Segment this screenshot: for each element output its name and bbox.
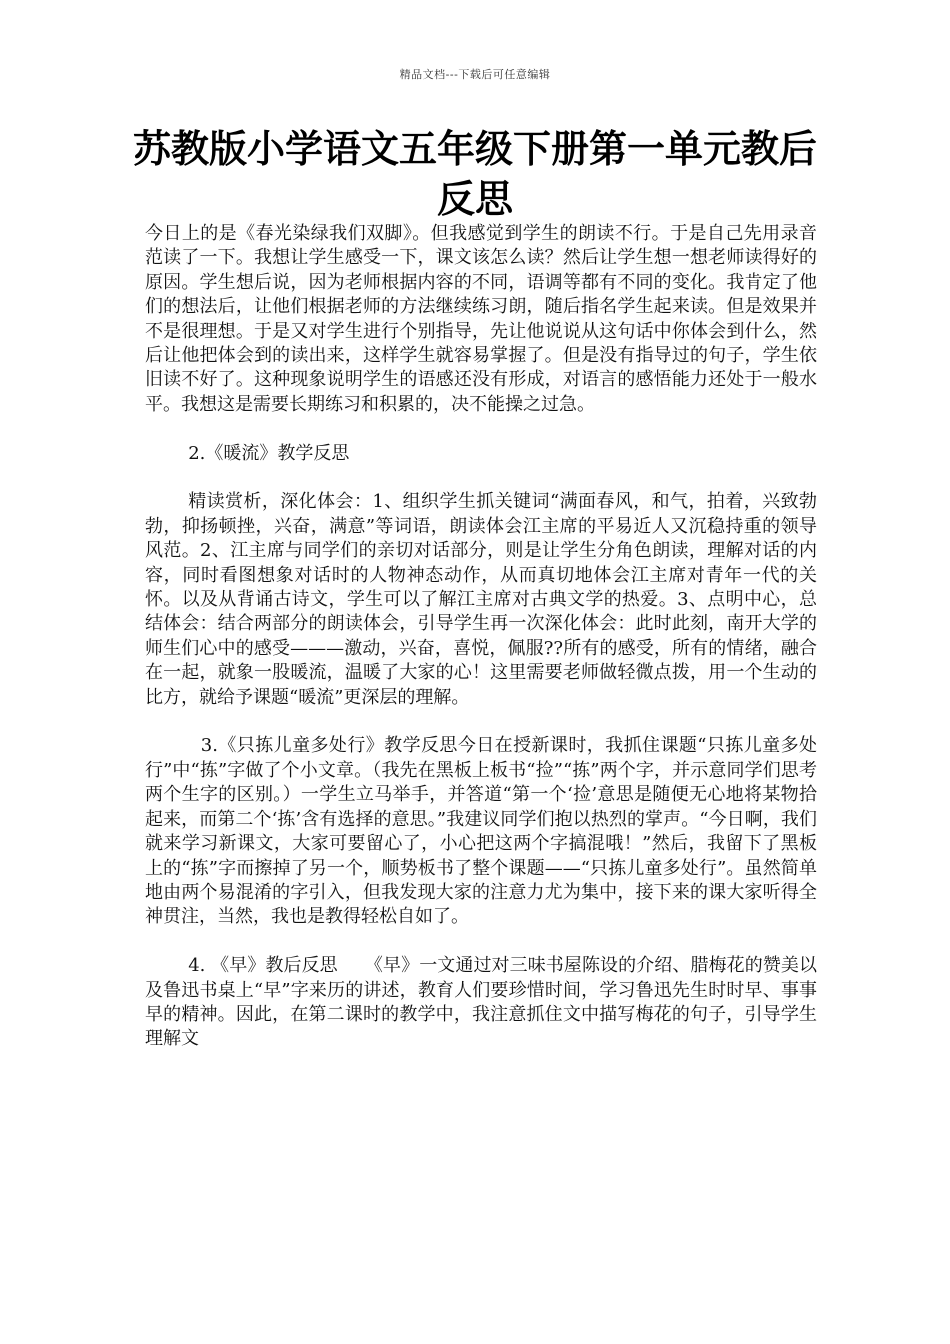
paragraph-nuanliu: 精读赏析，深化体会：1、组织学生抓关键词“满面春风，和气，拍着，兴致勃勃，抑扬顿挫，兴奋，满意”等词语，朗读体会江主席的平易近人又沉稳持重的领导风范。2、江主席与同学们的亲切对话部分，则是让学生分角色朗读，理解对话的内容，同时看图想象对话时的人物神态动作，从而真切地体会江主席对青年一代的关怀。以及从背诵古诗文，学生可以了解江主席对古典文学的热爱。3、点明中心，总结体会：结合两部分的朗读体会，引导学生再一次深化体会：此时此刻，南开大学的师生们心中的感受———激动，兴奋，喜悦，佩服??所有的感受，所有的情绪，融合在一起，就象一股暖流，温暖了大家的心！这里需要老师做轻微点拨，用一个生动的比方，就给予课题“暖流”更深层的理解。 [145,491,817,708]
paragraph-zao: 4. 《早》教后反思 《早》一文通过对三味书屋陈设的介绍、腊梅花的赞美以及鲁迅书桌上“早”字来历的讲述，教育人们要珍惜时间，学习鲁迅先生时时早、事事早的精神。因此，在第二课时的教学中，我注意抓住文中描写梅花的句子，引导学生理解文 [145,955,817,1050]
paragraph-intro: 今日上的是《春光染绿我们双脚》。但我感觉到学生的朗读不行。于是自己先用录音范读了一下。我想让学生感受一下，课文该怎么读？然后让学生想一想老师读得好的原因。学生想后说，因为老师根据内容的不同，语调等都有不同的变化。我肯定了他们的想法后，让他们根据老师的方法继续练习朗，随后指名学生起来读。但是效果并不是很理想。于是又对学生进行个别指导，先让他说说从这句话中你体会到什么，然后让他把体会到的读出来，这样学生就容易掌握了。但是没有指导过的句子，学生依旧读不好了。这种现象说明学生的语感还没有形成，对语言的感悟能力还处于一般水平。我想这是需要长期练习和积累的，决不能操之过急。 [145,223,817,415]
section-heading-nuanliu: 2.《暖流》教学反思 [188,442,350,464]
header-note: 精品文档---下载后可任意编辑 [399,68,551,81]
paragraph-zhijian: 3.《只拣儿童多处行》教学反思今日在授新课时，我抓住课题“只拣儿童多处行”中“拣”字做了个小文章。（我先在黑板上板书“捡”“拣”两个字，并示意同学们思考两个生字的区别。）一学生立马举手，并答道“第一个‘捡’意思是随便无心地将某物拾起来，而第二个‘拣’含有选择的意思。”我建议同学们抱以热烈的掌声。“今日啊，我们就来学习新课文，大家可要留心了，小心把这两个字搞混哦！”然后，我留下了黑板上的“拣”字而擦掉了另一个，顺势板书了整个课题——“只拣儿童多处行”。虽然简单地由两个易混淆的字引入，但我发现大家的注意力尤为集中，接下来的课大家听得全神贯注，当然，我也是教得轻松自如了。 [145,735,817,928]
document-body [145,222,817,1052]
document-title: 苏教版小学语文五年级下册第一单元教后反思 [132,126,817,221]
